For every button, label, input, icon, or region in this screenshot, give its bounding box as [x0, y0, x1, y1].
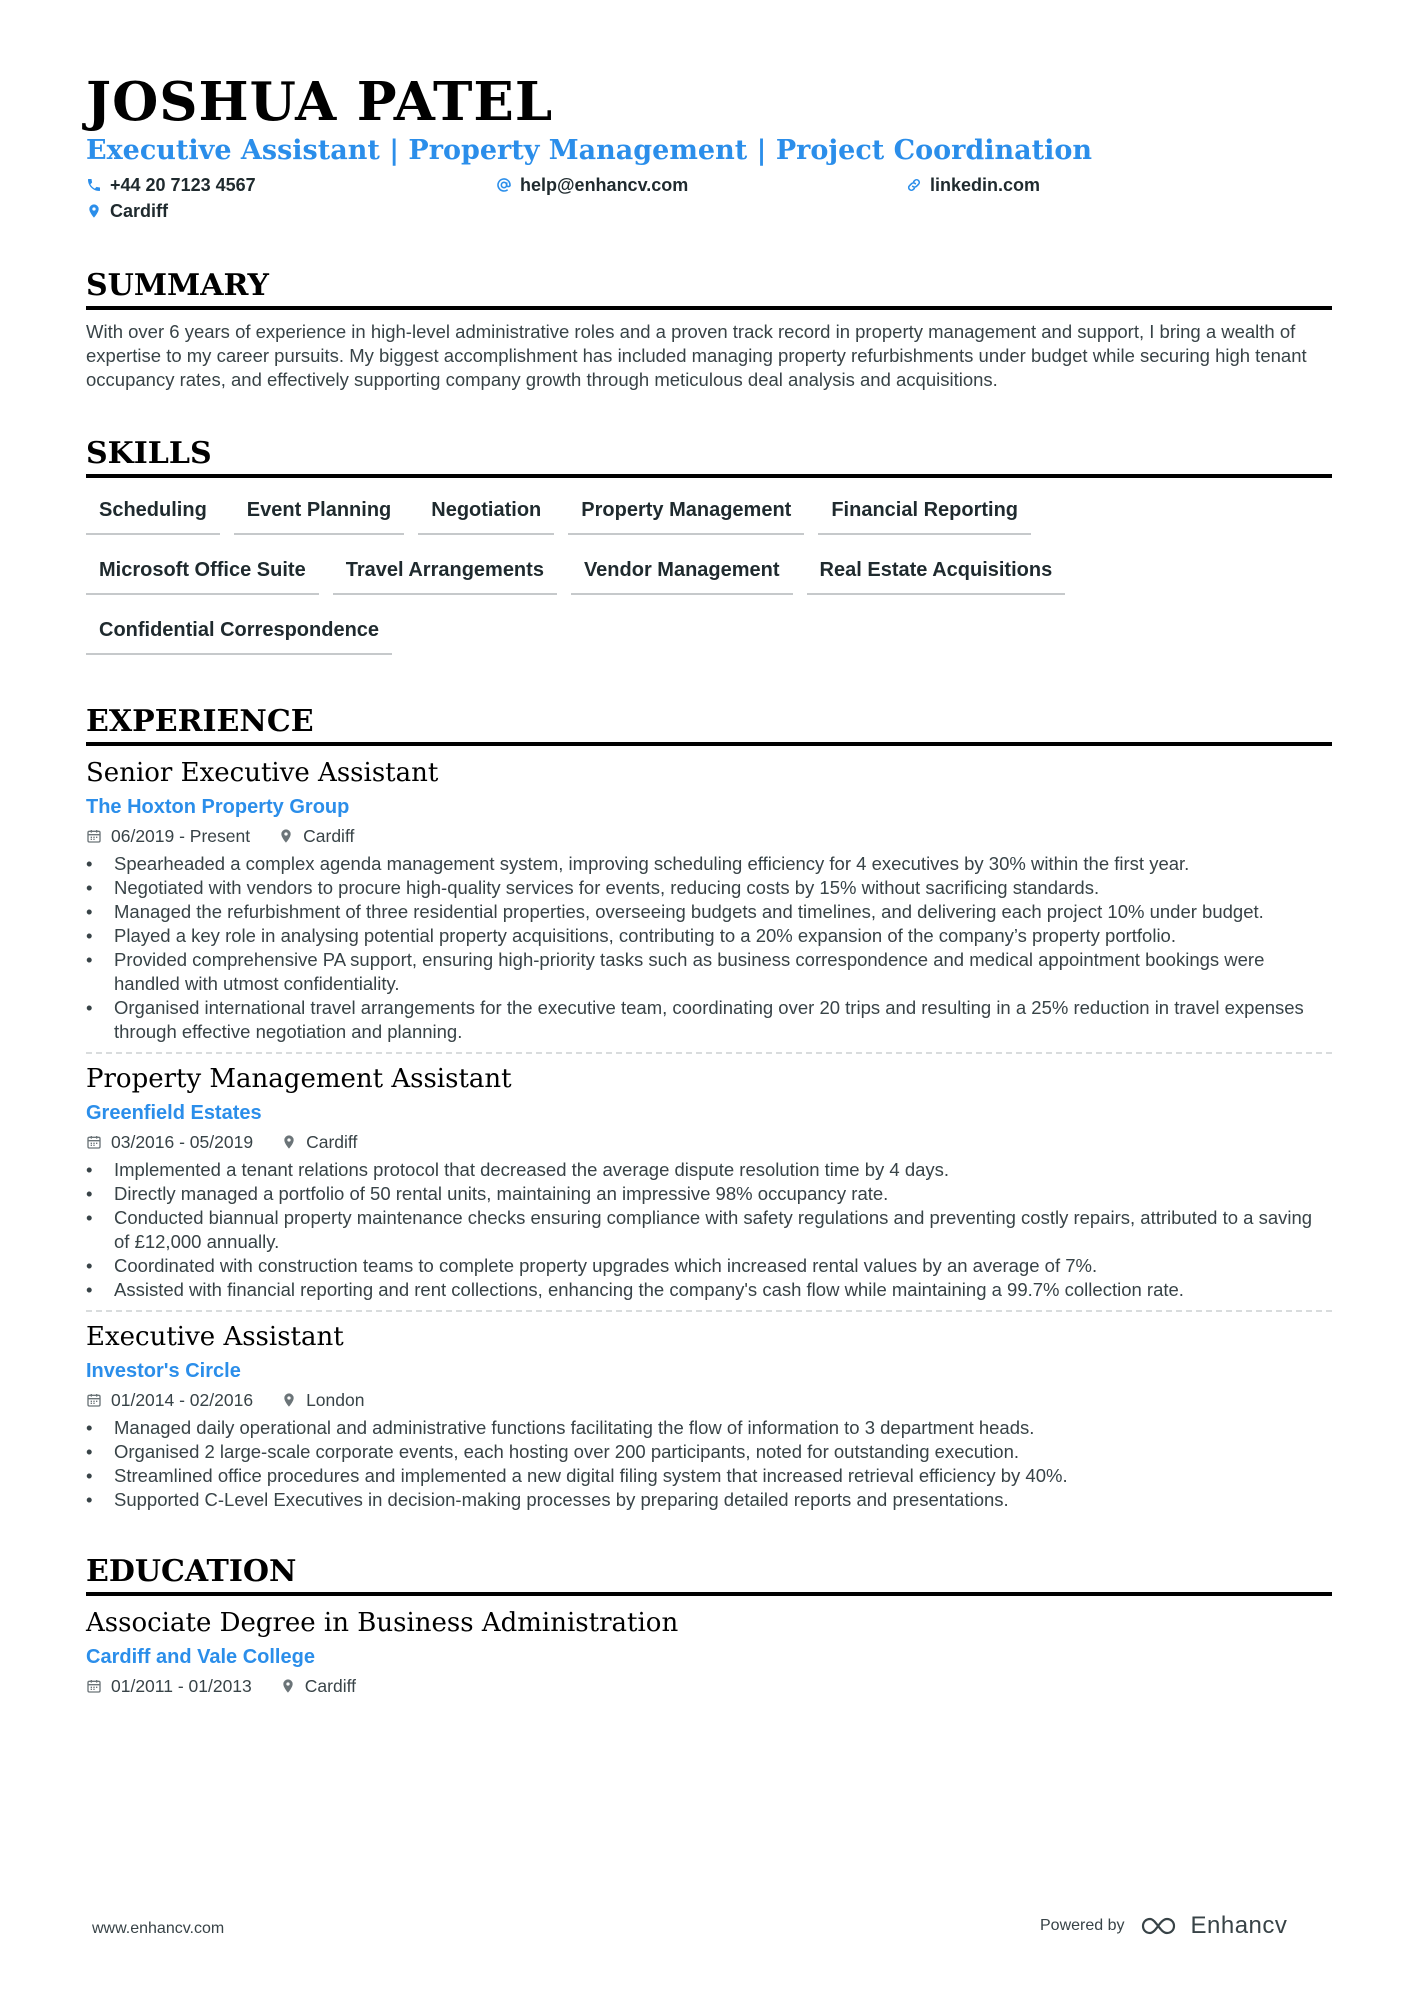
bullet-item: • Coordinated with construction teams to complete property upgrades which increased rental values by an average of 7%. [86, 1254, 1332, 1278]
school-name: Cardiff and Vale College [86, 1646, 315, 1668]
education-title: EDUCATION [86, 1552, 1332, 1596]
degree-title: Associate Degree in Business Administration [86, 1608, 679, 1638]
job-bullets [86, 1158, 1332, 1302]
candidate-name: JOSHUA PATEL [86, 71, 554, 133]
bullet-item: • Streamlined office procedures and implemented a new digital filing system that increased retrieval efficiency by 40%. [86, 1464, 1332, 1488]
footer-branding [1040, 1912, 1287, 1940]
location-pin-icon [281, 1134, 297, 1150]
education-entry [86, 1606, 1332, 1698]
bullet-item: • Implemented a tenant relations protocol that decreased the average dispute resolution time by 4 days. [86, 1158, 1332, 1182]
job-meta [86, 1388, 1332, 1412]
contact-row [86, 172, 1332, 198]
location-pin-icon [86, 203, 102, 219]
skill-tag: Scheduling [86, 488, 220, 535]
entry-divider [86, 1052, 1332, 1054]
contact-location [86, 198, 168, 224]
email-text[interactable]: help@enhancv.com [520, 174, 689, 195]
contact-row-2 [86, 198, 1332, 224]
summary-section [86, 266, 1332, 392]
calendar-icon [86, 1134, 102, 1150]
job-location: London [306, 1390, 365, 1410]
powered-by-text: Powered by [1040, 1917, 1125, 1934]
contact-link[interactable] [906, 172, 1040, 198]
job-meta [86, 1130, 1332, 1154]
skill-tag: Financial Reporting [818, 488, 1031, 535]
phone-text: +44 20 7123 4567 [110, 174, 256, 195]
job-entry [86, 1320, 1332, 1512]
skills-title: SKILLS [86, 434, 1332, 478]
summary-title: SUMMARY [86, 266, 1332, 310]
brand-logo[interactable] [1139, 1912, 1288, 1940]
bullet-item: • Managed the refurbishment of three residential properties, overseeing budgets and timelines, and delivering each project 10% under budget. [86, 900, 1332, 924]
company-name: Investor's Circle [86, 1360, 241, 1382]
job-entry [86, 1062, 1332, 1312]
link-icon [906, 177, 922, 193]
footer-website[interactable]: www.enhancv.com [92, 1920, 225, 1937]
location-text: Cardiff [110, 200, 168, 221]
job-dates: 01/2014 - 02/2016 [111, 1390, 254, 1410]
education-location: Cardiff [304, 1676, 357, 1696]
calendar-icon [86, 1678, 102, 1694]
skill-tag: Vendor Management [571, 548, 793, 595]
job-title: Property Management Assistant [86, 1064, 512, 1094]
job-bullets [86, 1416, 1332, 1512]
headline: Executive Assistant | Property Management | Project Coordination [86, 135, 1092, 166]
skill-tag: Confidential Correspondence [86, 608, 392, 655]
education-meta [86, 1674, 1332, 1698]
calendar-icon [86, 1392, 102, 1408]
enhancv-logo-icon [1139, 1915, 1183, 1937]
phone-icon [86, 177, 102, 193]
job-title: Executive Assistant [86, 1322, 344, 1352]
skills-list [86, 488, 1266, 668]
experience-title: EXPERIENCE [86, 702, 1332, 746]
location-pin-icon [280, 1678, 296, 1694]
bullet-item: • Supported C-Level Executives in decision-making processes by preparing detailed reports and presentations. [86, 1488, 1332, 1512]
bullet-item: • Played a key role in analysing potential property acquisitions, contributing to a 20% expansion of the company’s property portfolio. [86, 924, 1332, 948]
job-title: Senior Executive Assistant [86, 758, 439, 788]
job-dates: 03/2016 - 05/2019 [111, 1132, 254, 1152]
job-meta [86, 824, 1332, 848]
bullet-item: • Provided comprehensive PA support, ensuring high-priority tasks such as business correspondence and medical appointment bookings were handled with utmost confidentiality. [86, 948, 1332, 996]
bullet-item: • Organised 2 large-scale corporate events, each hosting over 200 participants, noted for outstanding execution. [86, 1440, 1332, 1464]
skill-tag: Real Estate Acquisitions [807, 548, 1066, 595]
skill-tag: Property Management [568, 488, 804, 535]
resume-page [86, 72, 1332, 1698]
location-pin-icon [278, 828, 294, 844]
summary-text: With over 6 years of experience in high-level administrative roles and a proven track record in property management and support, I bring a wealth of expertise to my career pursuits. My biggest accomplishment has included managing property refurbishments under budget while securing high tenant occupancy rates, and effectively supporting company growth through meticulous deal analysis and acquisitions. [86, 321, 1307, 390]
calendar-icon [86, 828, 102, 844]
brand-name: Enhancv [1190, 1912, 1288, 1939]
skill-tag: Event Planning [234, 488, 404, 535]
job-location: Cardiff [306, 1132, 358, 1152]
at-icon [496, 177, 512, 193]
job-bullets [86, 852, 1332, 1044]
bullet-item: • Organised international travel arrangements for the executive team, coordinating over 20 trips and resulting in a 25% reduction in travel expenses through effective negotiation and planning. [86, 996, 1332, 1044]
bullet-item: • Managed daily operational and administrative functions facilitating the flow of information to 3 department heads. [86, 1416, 1332, 1440]
bullet-item: • Assisted with financial reporting and rent collections, enhancing the company's cash flow while maintaining a 99.7% collection rate. [86, 1278, 1332, 1302]
skill-tag: Negotiation [418, 488, 554, 535]
contact-phone [86, 172, 496, 198]
bullet-item: • Directly managed a portfolio of 50 rental units, maintaining an impressive 98% occupancy rate. [86, 1182, 1332, 1206]
contact-email[interactable] [496, 172, 906, 198]
education-dates: 01/2011 - 01/2013 [111, 1676, 252, 1696]
skill-tag: Travel Arrangements [333, 548, 557, 595]
link-text[interactable]: linkedin.com [930, 174, 1041, 195]
entry-divider [86, 1310, 1332, 1312]
company-name: Greenfield Estates [86, 1102, 262, 1124]
bullet-item: • Spearheaded a complex agenda management system, improving scheduling efficiency for 4 executives by 30% within the first year. [86, 852, 1332, 876]
skills-section [86, 434, 1332, 668]
education-section [86, 1552, 1332, 1698]
company-name: The Hoxton Property Group [86, 796, 350, 818]
experience-section [86, 702, 1332, 1512]
job-entry [86, 756, 1332, 1054]
location-pin-icon [281, 1392, 297, 1408]
job-location: Cardiff [303, 826, 355, 846]
bullet-item: • Negotiated with vendors to procure high-quality services for events, reducing costs by 15% without sacrificing standards. [86, 876, 1332, 900]
job-dates: 06/2019 - Present [111, 826, 251, 846]
skill-tag: Microsoft Office Suite [86, 548, 319, 595]
bullet-item: • Conducted biannual property maintenance checks ensuring compliance with safety regulations and preventing costly repairs, attributed to a saving of £12,000 annually. [86, 1206, 1332, 1254]
